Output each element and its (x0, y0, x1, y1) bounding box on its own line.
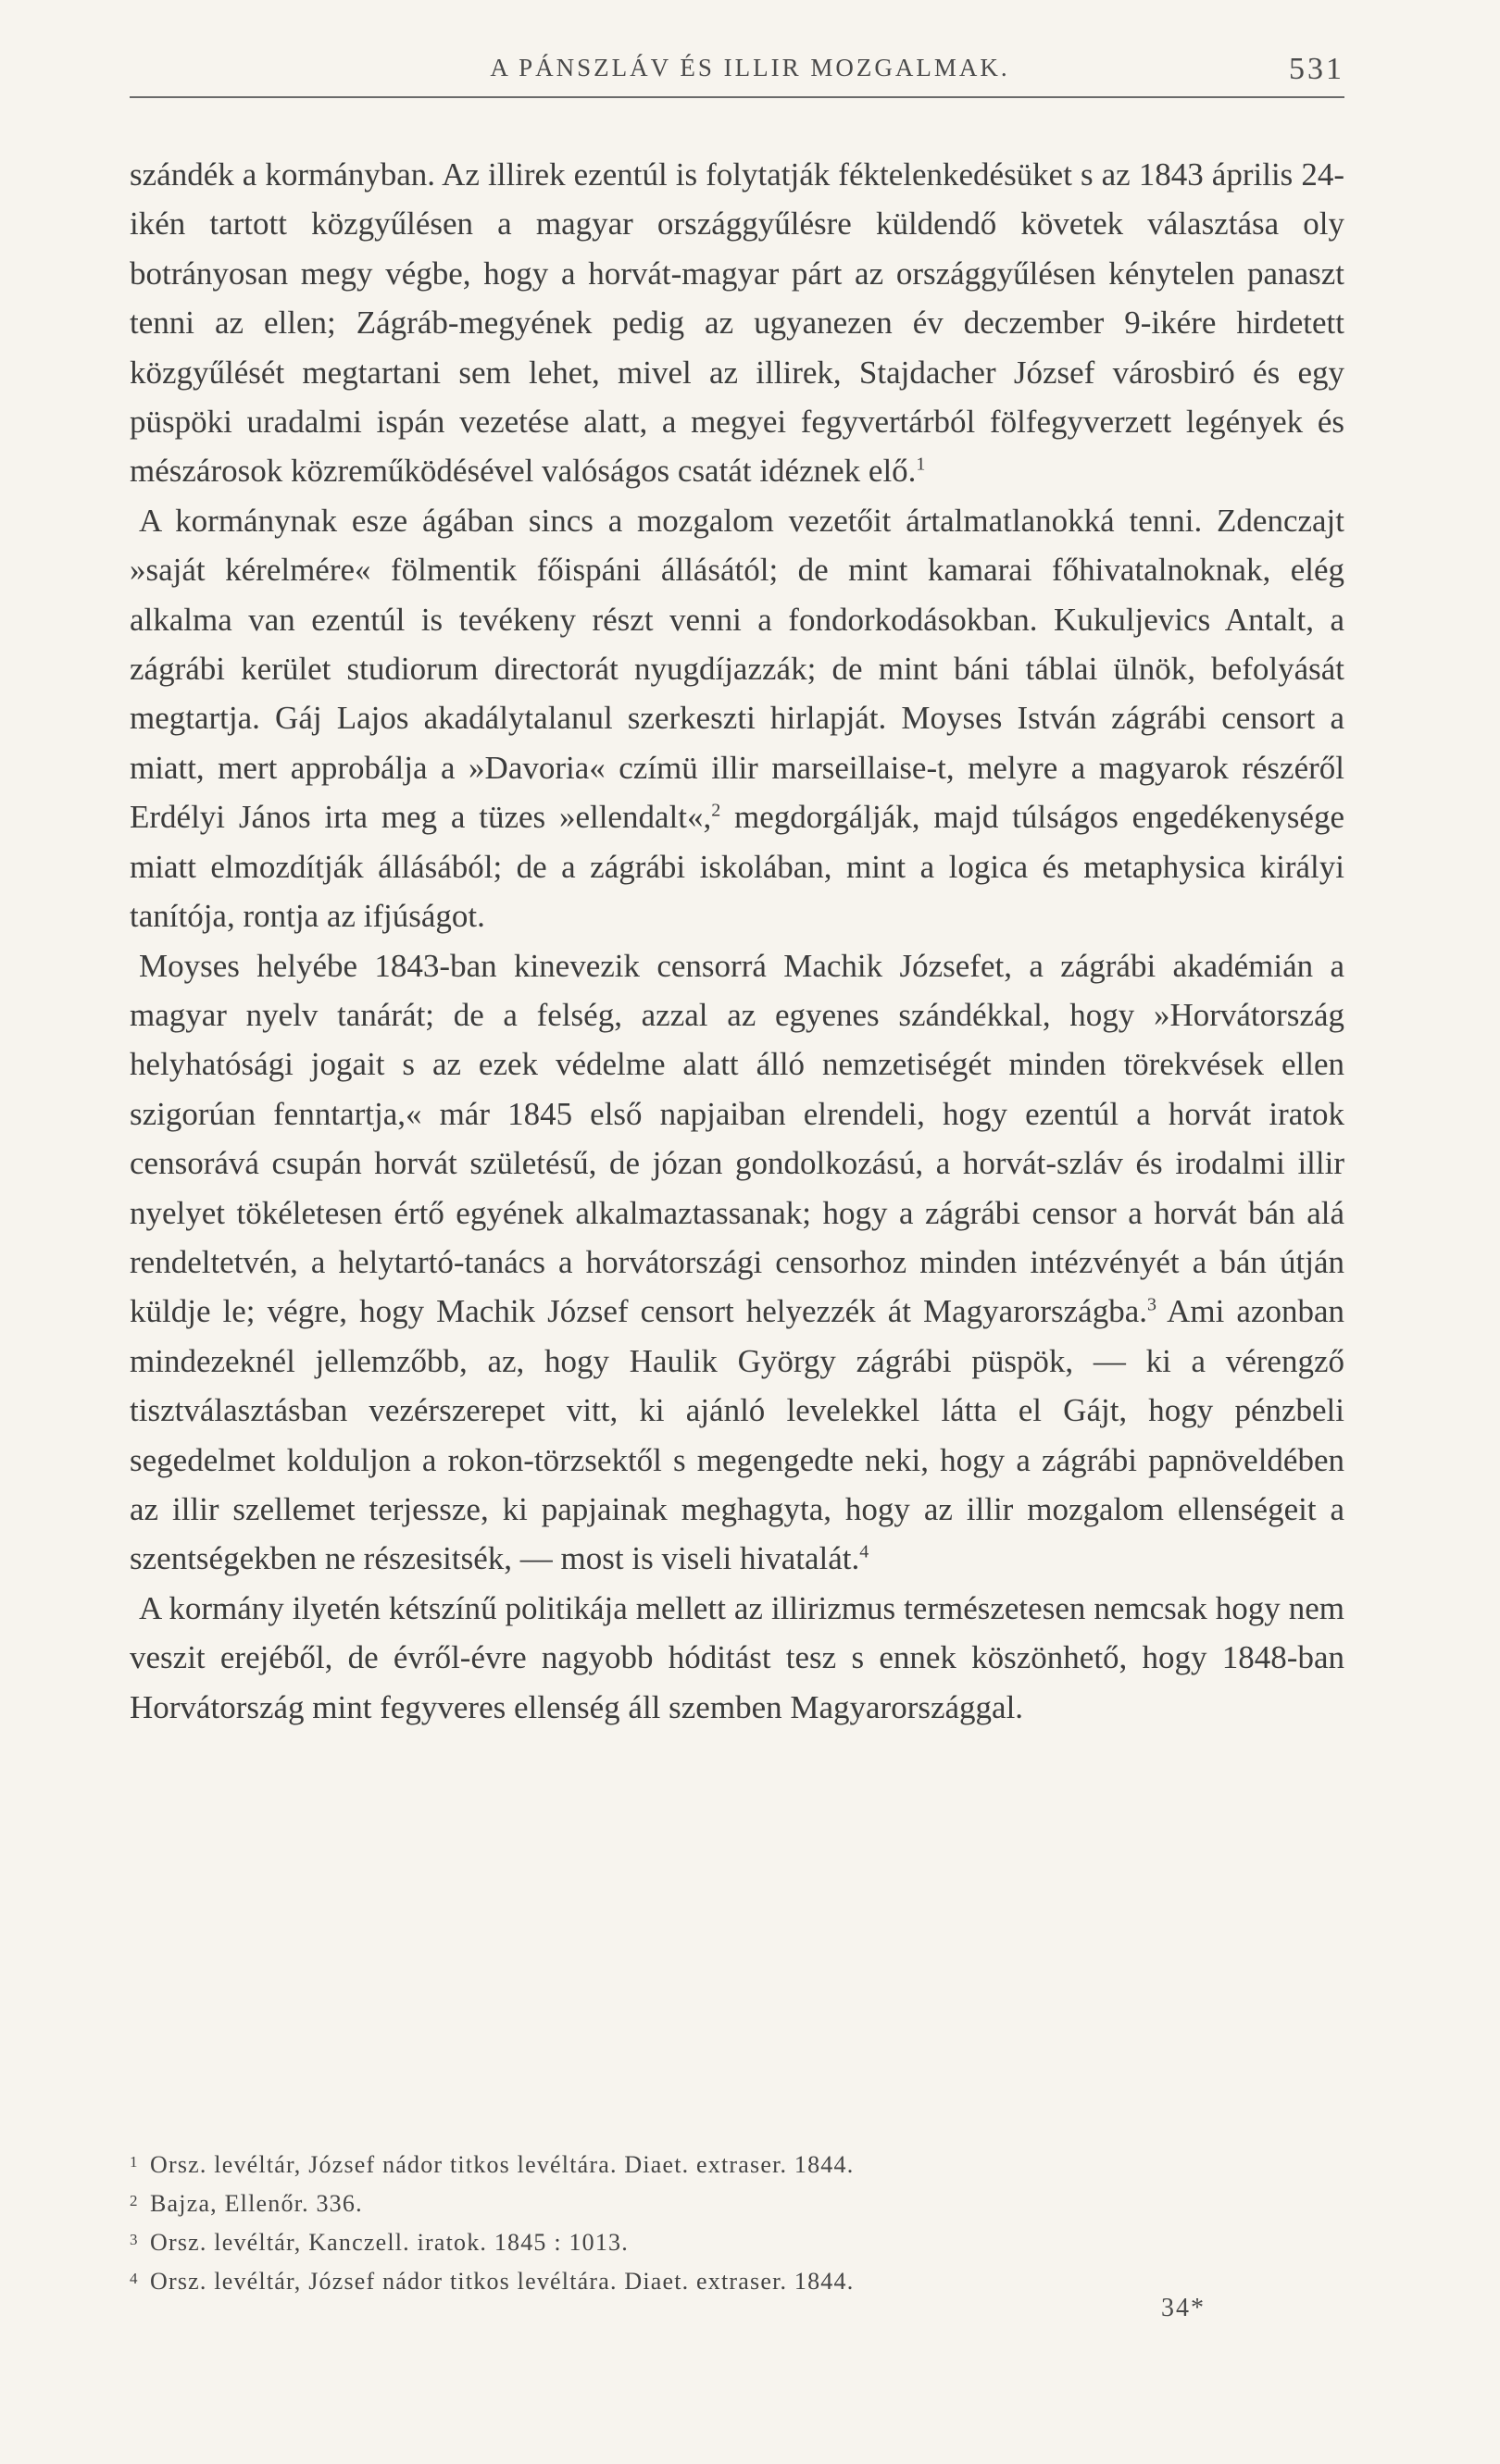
paragraph-text: szándék a kormányban. Az illirek ezentúl is folytatják féktelenkedésüket s az 1843 április 24-ikén tartott közgyűlésen a magyar országgyűlésre küldendő követek választása oly botrányosan megy végbe, hogy a horvát-magyar párt az országgyűlésen kénytelen panaszt tenni az ellen; Zágráb-megyének pedig az ugyanezen év deczember 9-ikére hirdetett közgyűlését megtartani sem lehet, mivel az illirek, Stajdacher József városbiró és egy püspöki uradalmi ispán vezetése alatt, a megyei fegyvertárból fölfegyverzett legények és mészárosok közreműködésével valóságos csatát idéznek elő. (130, 156, 1344, 490)
paragraph (130, 150, 1344, 496)
footnote-text: Orsz. levéltár, Kanczell. iratok. 1845 : 1013. (150, 2229, 629, 2256)
header-rule (130, 96, 1344, 98)
paragraph-text: Ami azonban mindezeknél jellemzőbb, az, hogy Haulik György zágrábi püspök, — ki a vérengző tisztválasztásban vezérszerepet vitt, ki ajánló levelekkel látta el Gájt, hogy pénzbeli segedelmet kolduljon a rokon-törzsektől s megengedte neki, hogy a zágrábi papnöveldében az illir szellemet terjessze, ki papjainak meghagyta, hogy az illir mozgalom ellenségeit a szentségekben ne részesitsék, — most is viseli hivatalát. (130, 1293, 1344, 1577)
paragraph (130, 941, 1344, 1584)
page-number: 531 (1289, 52, 1344, 86)
footnote (130, 2221, 1344, 2260)
signature-mark: 34* (1161, 2294, 1206, 2322)
running-title: A PÁNSZLÁV ÉS ILLIR MOZGALMAK. (490, 54, 1010, 81)
paragraph-text: A kormány ilyetén kétszínű politikája mellett az illirizmus természetesen nemcsak hogy nem veszit erejéből, de évről-évre nagyobb hóditást tesz s ennek köszönhető, hogy 1848-ban Horvátország mint fegyveres ellenség áll szemben Magyarországgal. (130, 1589, 1344, 1725)
footnote-reference: 4 (859, 1541, 869, 1562)
footnote-text: Orsz. levéltár, József nádor titkos levéltára. Diaet. extraser. 1844. (150, 2151, 855, 2178)
footnote-mark: 4 (130, 2270, 139, 2287)
footnotes (130, 2144, 1344, 2299)
footnote-mark: 1 (130, 2153, 139, 2171)
footnote-text: Bajza, Ellenőr. 336. (150, 2190, 363, 2217)
paragraph (130, 1584, 1344, 1732)
footnote-text: Orsz. levéltár, József nádor titkos levéltára. Diaet. extraser. 1844. (150, 2268, 855, 2295)
page-header (0, 48, 1500, 94)
footnote-reference: 2 (711, 800, 721, 821)
footnote (130, 2144, 1344, 2183)
paragraph (130, 496, 1344, 941)
footnote-mark: 3 (130, 2231, 139, 2248)
footnote-mark: 2 (130, 2192, 139, 2209)
paragraph-text: Moyses helyébe 1843-ban kinevezik censorrá Machik Józsefet, a zágrábi akadémián a magyar nyelv tanárát; de a felség, azzal az egyenes szándékkal, hogy »Horvátország helyhatósági jogait s az ezek védelme alatt álló nemzetiségét minden törekvések ellen szigorúan fenntartja,« már 1845 első napjaiban elrendeli, hogy ezentúl a horvát iratok censorává csupán horvát születésű, de józan gondolkozású, a horvát-szláv és irodalmi illir nyelyet tökéletesen értő egyének alkalmaztassanak; hogy a zágrábi censor a horvát bán alá rendeltetvén, a helytartó-tanács a horvátországi censorhoz minden intézvényét a bán útján küldje le; végre, hogy Machik József censort helyezzék át Magyarországba. (130, 947, 1344, 1330)
footnote-reference: 1 (916, 454, 926, 475)
footnote (130, 2183, 1344, 2221)
footnote-reference: 3 (1146, 1294, 1156, 1315)
paragraph-text: megdorgálják, majd túlságos engedékenysége miatt elmozdítják állásából; de a zágrábi iskolában, mint a logica és metaphysica királyi tanítója, rontja az ifjúságot. (130, 799, 1344, 935)
body-text (130, 150, 1344, 1732)
paragraph-text: A kormánynak esze ágában sincs a mozgalom vezetőit ártalmatlanokká tenni. Zdenczajt »saját kérelmére« fölmentik főispáni állásától; de mint kamarai főhivatalnoknak, elég alkalma van ezentúl is tevékeny részt venni a fondorkodásokban. Kukuljevics Antalt, a zágrábi kerület studiorum directorát nyugdíjazzák; de mint báni táblai ülnök, befolyását megtartja. Gáj Lajos akadálytalanul szerkeszti hirlapját. Moyses István zágrábi censort a miatt, mert approbálja a »Davoria« czímü illir marseillaise-t, melyre a magyarok részéről Erdélyi János irta meg a tüzes »ellendalt«, (130, 502, 1344, 836)
